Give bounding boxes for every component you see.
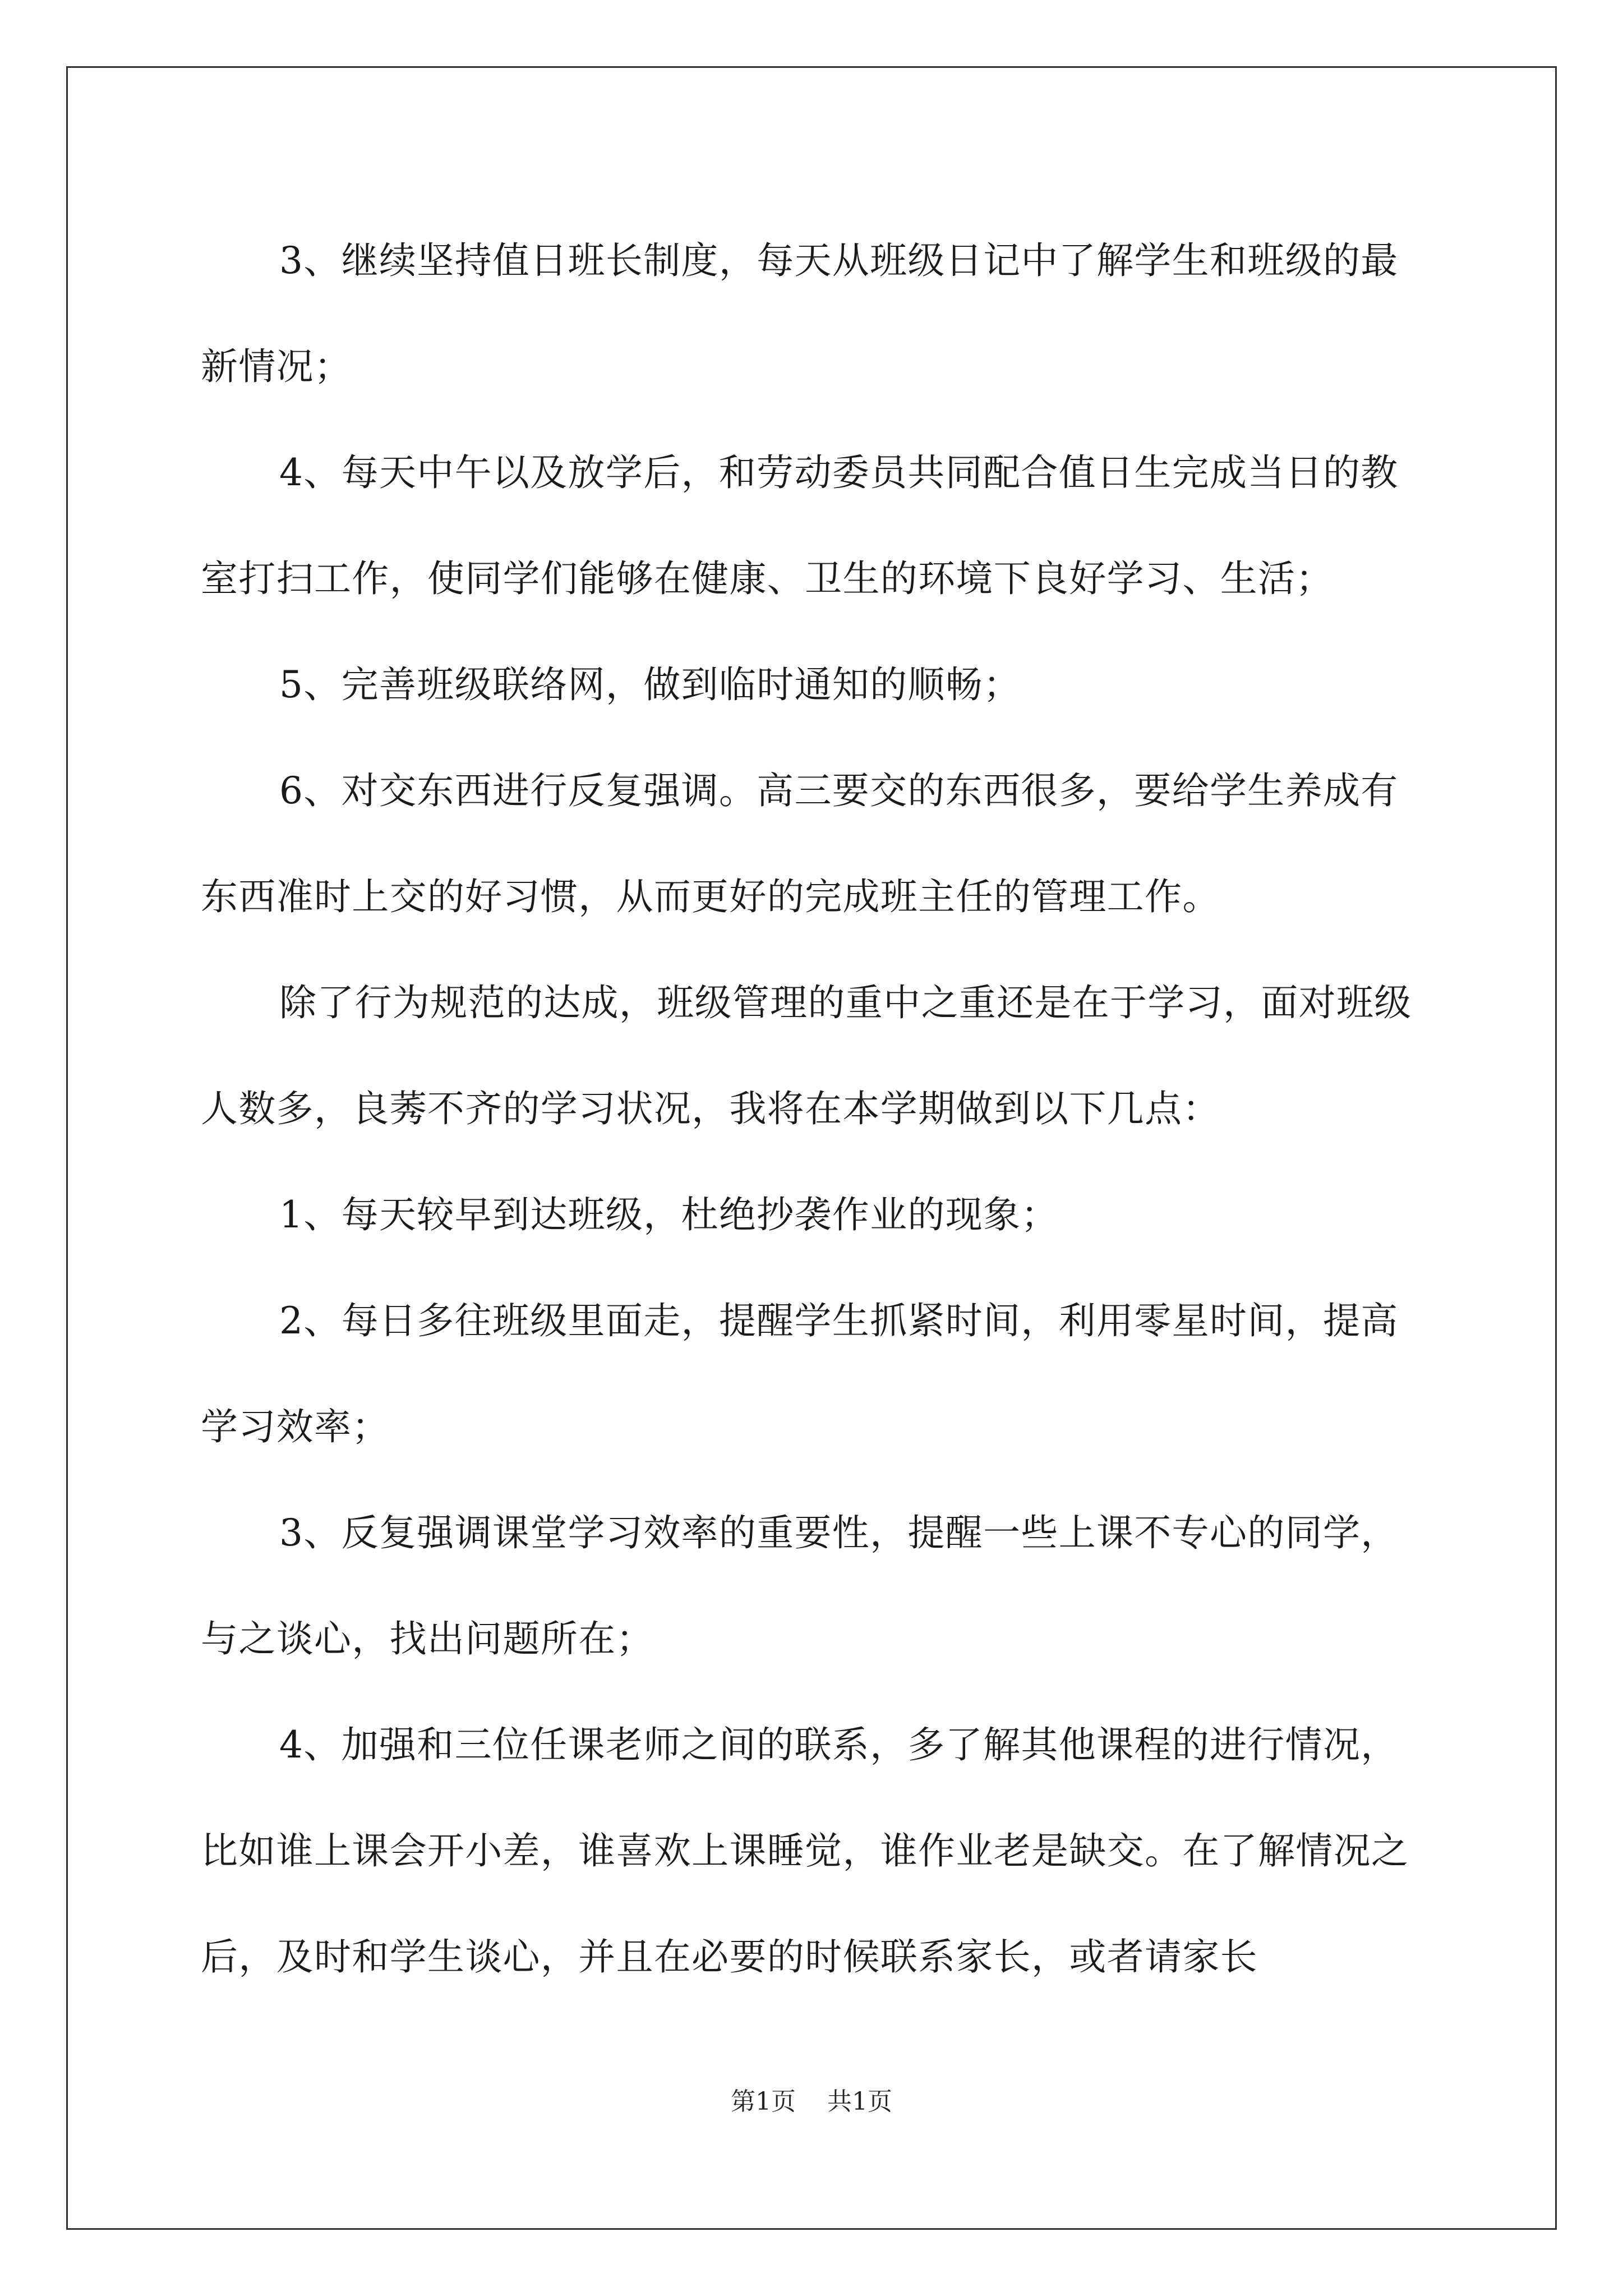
page-footer (0, 2081, 1623, 2117)
paragraph-item-3-duty-monitor: 3、继续坚持值日班长制度，每天从班级日记中了解学生和班级的最新情况； (201, 239, 1399, 388)
page-total: 共1页 (827, 2087, 892, 2116)
paragraph-study-item-1: 1、每天较早到达班级，杜绝抄袭作业的现象； (279, 1193, 1059, 1236)
paragraph-item-4-cleaning: 4、每天中午以及放学后，和劳动委员共同配合值日生完成当日的教室打扫工作，使同学们能够在健康、卫生的环境下良好学习、生活； (201, 451, 1399, 600)
page-number: 第1页 (731, 2087, 796, 2116)
paragraph-study-intro: 除了行为规范的达成，班级管理的重中之重还是在于学习，面对班级人数多，良莠不齐的学习状况，我将在本学期做到以下几点： (201, 981, 1412, 1130)
paragraph-item-5-contact-network: 5、完善班级联络网，做到临时通知的顺畅； (279, 663, 1021, 706)
document-body (201, 208, 1429, 2010)
paragraph-study-item-2: 2、每日多往班级里面走，提醒学生抓紧时间，利用零星时间，提高学习效率； (201, 1299, 1399, 1448)
paragraph-item-6-submissions: 6、对交东西进行反复强调。高三要交的东西很多，要给学生养成有东西准时上交的好习惯，从而更好的完成班主任的管理工作。 (201, 769, 1399, 918)
paragraph-study-item-4: 4、加强和三位任课老师之间的联系，多了解其他课程的进行情况，比如谁上课会开小差，谁喜欢上课睡觉，谁作业老是缺交。在了解情况之后，及时和学生谈心，并且在必要的时候联系家长，或者请家长 (201, 1723, 1409, 1978)
paragraph-study-item-3: 3、反复强调课堂学习效率的重要性，提醒一些上课不专心的同学，与之谈心，找出问题所在； (201, 1511, 1399, 1660)
